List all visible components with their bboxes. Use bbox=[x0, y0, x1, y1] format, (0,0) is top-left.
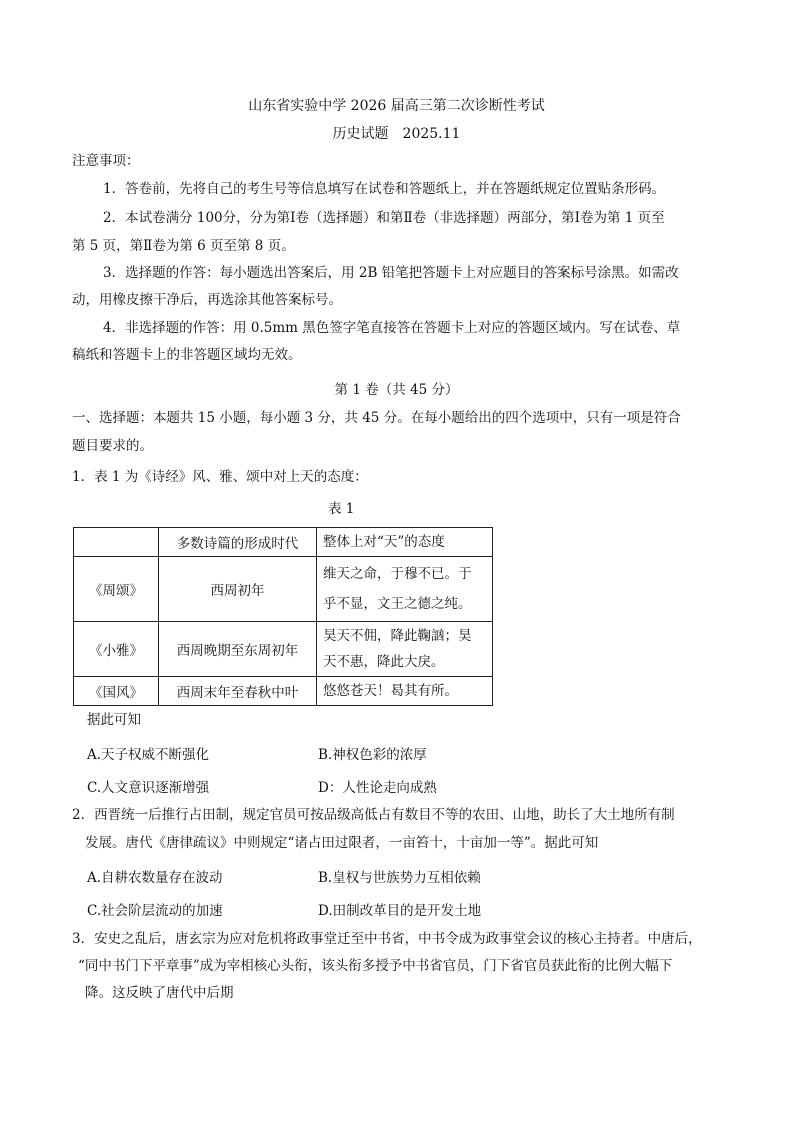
table-cell-poem: 《国风》 bbox=[74, 677, 159, 706]
table-cell-attitude: 悠悠苍天！曷其有所。 bbox=[317, 677, 493, 706]
table-header-cell: 整体上对“天”的态度 bbox=[317, 528, 493, 557]
attitude-line: 昊天不佣，降此鞠訩；昊 bbox=[323, 628, 472, 644]
notice-item-4: 4．非选择题的作答：用 0.5mm 黑色签字笔直接答在答题卡上对应的答题区域内。写在试卷、草 bbox=[103, 320, 681, 336]
table-row bbox=[74, 622, 493, 677]
notice-heading: 注意事项： bbox=[72, 153, 140, 169]
attitude-line: 天不惠，降此大戾。 bbox=[323, 654, 445, 670]
notice-item-3-cont: 动，用橡皮擦干净后，再选涂其他答案标号。 bbox=[72, 292, 342, 308]
q3-stem-cont: “同中书门下平章事”成为宰相核心头衔，该头衔多授予中书省官员，门下省官员获此衔的比例大幅下 bbox=[78, 958, 673, 974]
q2-stem: 2．西晋统一后推行占田制，规定官员可按品级高低占有数目不等的农田、山地，助长了大土地所有制 bbox=[72, 807, 675, 823]
exam-title: 山东省实验中学 2026 届高三第二次诊断性考试 bbox=[248, 98, 545, 114]
section-intro-cont: 题目要求的。 bbox=[72, 438, 153, 454]
attitude-line: 维天之命，于穆不已。于 bbox=[323, 566, 472, 582]
notice-item-2-cont: 第 5 页，第Ⅱ卷为第 6 页至第 8 页。 bbox=[72, 238, 295, 254]
q2-option-b: B.皇权与世族势力互相依赖 bbox=[318, 870, 481, 886]
poetry-attitude-table bbox=[73, 527, 493, 706]
q1-option-d: D：人性论走向成熟 bbox=[318, 780, 437, 796]
table-cell-poem: 《周颂》 bbox=[74, 557, 159, 622]
notice-item-1: 1．答卷前，先将自己的考生号等信息填写在试卷和答题纸上，并在答题纸规定位置贴条形码。 bbox=[103, 181, 666, 197]
q3-stem: 3．安史之乱后，唐玄宗为应对危机将政事堂迁至中书省，中书令成为政事堂会议的核心主持者。中唐后， bbox=[72, 931, 702, 947]
notice-item-4-cont: 稿纸和答题卡上的非答题区域均无效。 bbox=[72, 347, 302, 363]
table-cell-era: 西周末年至春秋中叶 bbox=[159, 677, 317, 706]
table-cell-era: 西周晚期至东周初年 bbox=[159, 622, 317, 677]
table-header-row bbox=[74, 528, 493, 557]
notice-item-3: 3．选择题的作答：每小题选出答案后，用 2B 铅笔把答题卡上对应题目的答案标号涂黑。如需改 bbox=[103, 265, 679, 281]
table-caption: 表 1 bbox=[328, 501, 355, 517]
table-header-cell bbox=[74, 528, 159, 557]
q1-option-a: A.天子权威不断强化 bbox=[87, 747, 210, 763]
table-header-cell: 多数诗篇的形成时代 bbox=[159, 528, 317, 557]
part1-heading: 第 1 卷（共 45 分） bbox=[334, 382, 459, 398]
q1-option-c: C.人文意识逐渐增强 bbox=[87, 780, 210, 796]
q2-option-c: C.社会阶层流动的加速 bbox=[87, 903, 223, 919]
table-row bbox=[74, 677, 493, 706]
table-cell-era: 西周初年 bbox=[159, 557, 317, 622]
q2-option-a: A.自耕农数量存在波动 bbox=[87, 870, 223, 886]
table-cell-poem: 《小雅》 bbox=[74, 622, 159, 677]
table-cell-attitude bbox=[317, 557, 493, 622]
attitude-line: 乎不显，文王之德之纯。 bbox=[323, 596, 472, 612]
q2-option-d: D.田制改革目的是开发土地 bbox=[318, 903, 482, 919]
section-intro: 一、选择题：本题共 15 小题，每小题 3 分，共 45 分。在每小题给出的四个选项中，只有一项是符合 bbox=[72, 410, 681, 426]
q1-lead: 据此可知 bbox=[87, 712, 141, 728]
q1-stem: 1．表 1 为《诗经》风、雅、颂中对上天的态度： bbox=[72, 469, 368, 485]
q1-option-b: B.神权色彩的浓厚 bbox=[318, 747, 427, 763]
table-row bbox=[74, 557, 493, 622]
notice-item-2: 2．本试卷满分 100分，分为第Ⅰ卷（选择题）和第Ⅱ卷（非选择题）两部分，第Ⅰ卷为第 1 页至 bbox=[103, 210, 665, 226]
table-cell-attitude bbox=[317, 622, 493, 677]
exam-subtitle: 历史试题 2025.11 bbox=[332, 126, 461, 142]
q2-stem-cont: 发展。唐代《唐律疏议》中则规定“诸占田过限者，一亩笞十，十亩加一等”。据此可知 bbox=[85, 835, 599, 851]
q3-stem-cont: 降。这反映了唐代中后期 bbox=[85, 985, 234, 1001]
